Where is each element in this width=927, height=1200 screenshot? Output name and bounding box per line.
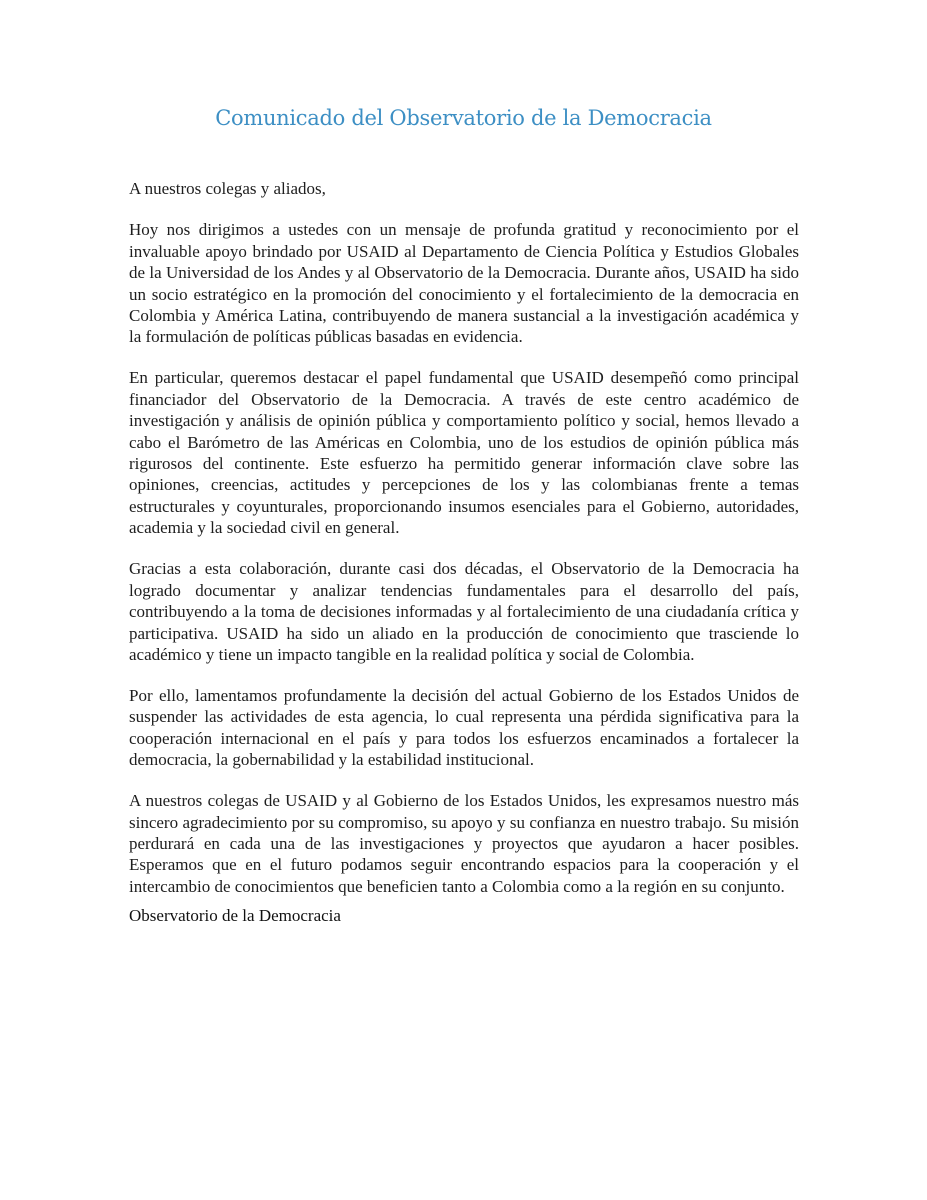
paragraph-thanks: A nuestros colegas de USAID y al Gobierno de los Estados Unidos, les expresamos nuestro más sincero agradecimiento por su compromiso, su apoyo y su confianza en nuestro trabajo. Su misión perdurará en cada una de las investigaciones y proyectos que ayudaron a hacer posibles. Esperamos que en el futuro podamos seguir encontrando espacios para la cooperación y el intercambio de conocimientos que beneficien tanto a Colombia como a la región en su conjunto.	[129, 791, 799, 896]
document-title: Comunicado del Observatorio de la Democracia	[215, 106, 712, 130]
paragraph-collaboration: Gracias a esta colaboración, durante casi dos décadas, el Observatorio de la Democracia ha logrado documentar y analizar tendencias fundamentales para el desarrollo del país, contribuyendo a la toma de decisiones informadas y al fortalecimiento de una ciudadanía crítica y participativa. USAID ha sido un aliado en la producción de conocimiento que trasciende lo académico y tiene un impacto tangible en la realidad política y social de Colombia.	[129, 559, 799, 664]
greeting: A nuestros colegas y aliados,	[129, 179, 326, 198]
signature: Observatorio de la Democracia	[129, 906, 341, 925]
paragraph-barometer: En particular, queremos destacar el papel fundamental que USAID desempeñó como principal financiador del Observatorio de la Democracia. A través de este centro académico de investigación y análisis de opinión pública y comportamiento político y social, hemos llevado a cabo el Barómetro de las Américas en Colombia, uno de los estudios de opinión pública más rigurosos del continente. Este esfuerzo ha permitido generar información clave sobre las opiniones, creencias, actitudes y percepciones de los y las colombianas frente a temas estructurales y coyunturales, proporcionando insumos esenciales para el Gobierno, autoridades, academia y la sociedad civil en general.	[129, 368, 799, 538]
paragraph-gratitude: Hoy nos dirigimos a ustedes con un mensaje de profunda gratitud y reconocimiento por el invaluable apoyo brindado por USAID al Departamento de Ciencia Política y Estudios Globales de la Universidad de los Andes y al Observatorio de la Democracia. Durante años, USAID ha sido un socio estratégico en la promoción del conocimiento y el fortalecimiento de la democracia en Colombia y América Latina, contribuyendo de manera sustancial a la investigación académica y la formulación de políticas públicas basadas en evidencia.	[129, 220, 799, 347]
paragraph-suspension: Por ello, lamentamos profundamente la decisión del actual Gobierno de los Estados Unidos de suspender las actividades de esta agencia, lo cual representa una pérdida significativa para la cooperación internacional en el país y para todos los esfuerzos encaminados a fortalecer la democracia, la gobernabilidad y la estabilidad institucional.	[129, 685, 799, 770]
document-body	[129, 178, 799, 917]
